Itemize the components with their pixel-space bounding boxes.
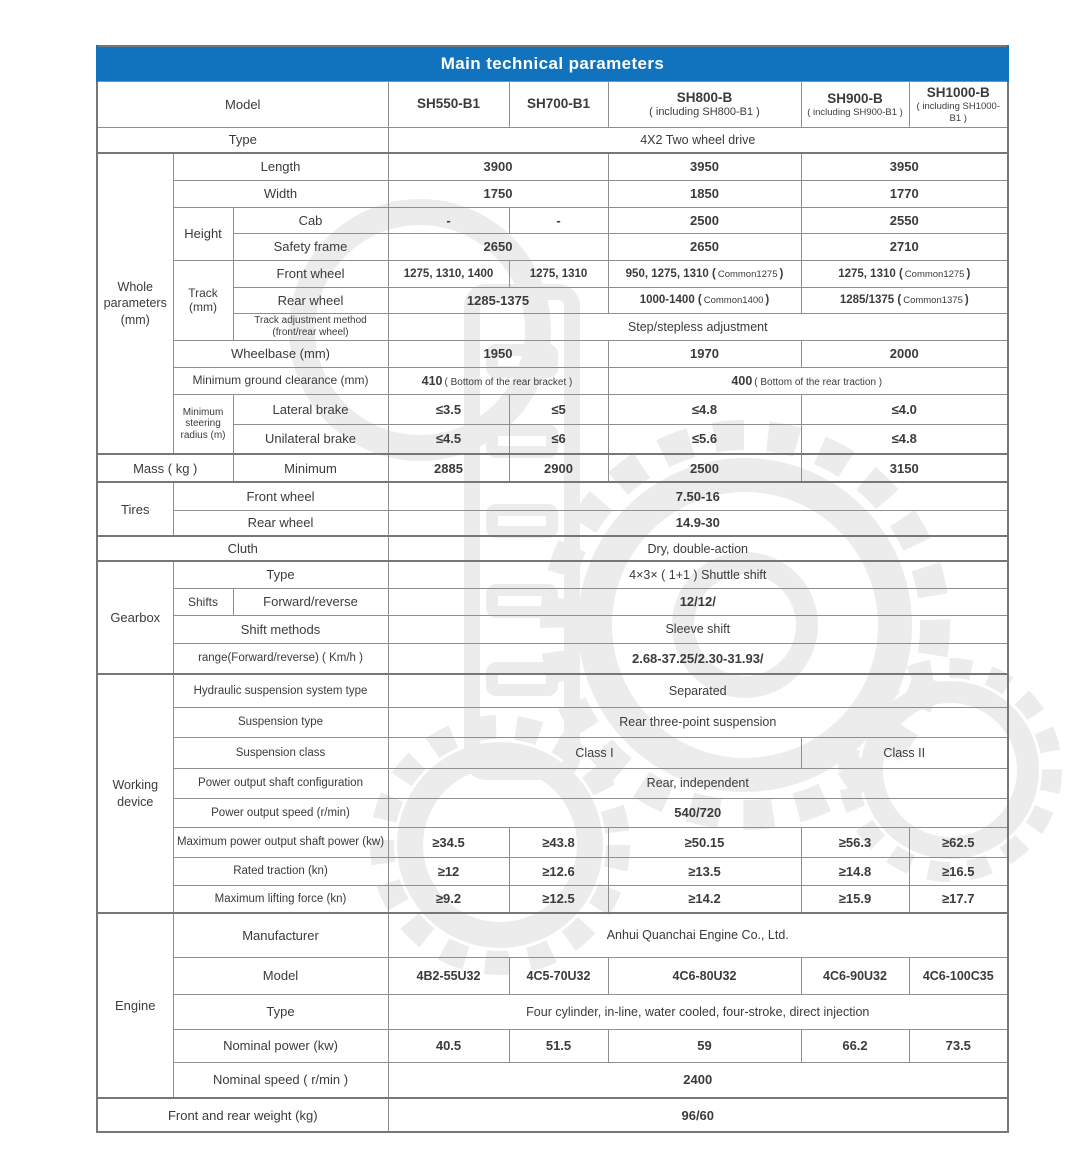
value-cell: 2.68-37.25/2.30-31.93/ [388,643,1008,674]
model-name: SH800-B [676,89,733,105]
value-cell: ≤4.8 [608,394,801,424]
value-cell: 4C6-100C35 [909,957,1008,994]
table-row [97,180,1008,207]
value-cell: 3950 [608,153,801,180]
value-cell: ≥12.6 [509,857,608,885]
value-cell: 3950 [801,153,1008,180]
table-row [97,207,1008,233]
value-cell: ≥34.5 [388,827,509,857]
table-row [97,588,1008,615]
value-note: Common1375 [903,295,963,306]
table-row [97,913,1008,957]
value-cell: ≥14.8 [801,857,909,885]
value-cell: 1850 [608,180,801,207]
table-row [97,827,1008,857]
value-cell: 2000 [801,340,1008,367]
value-cell: 4C5-70U32 [509,957,608,994]
row-label: Width [173,180,388,207]
value-cell: 4X2 Two wheel drive [388,127,1008,153]
value-cell: Four cylinder, in-line, water cooled, four-stroke, direct injection [388,994,1008,1029]
model-col-header [388,81,509,127]
value-cell: ≥62.5 [909,827,1008,857]
value-cell: 1275, 1310 ( Common1275 ) [801,260,1008,287]
value-cell: 2400 [388,1062,1008,1098]
value-cell: Rear three-point suspension [388,707,1008,737]
value-cell: ≥9.2 [388,885,509,913]
value-cell: 66.2 [801,1029,909,1062]
value-cell: Step/stepless adjustment [388,313,1008,340]
value-cell: 12/12/ [388,588,1008,615]
table-row [97,561,1008,588]
value-cell: ≤5 [509,394,608,424]
row-label: Forward/reverse [233,588,388,615]
value-cell: 73.5 [909,1029,1008,1062]
value-cell: Dry, double-action [388,536,1008,561]
value-cell: 4×3× ( 1+1 ) Shuttle shift [388,561,1008,588]
row-label: Shift methods [173,615,388,643]
row-label: Track adjustment method (front/rear wheel) [233,313,388,340]
value-cell: 540/720 [388,798,1008,827]
table-row [97,454,1008,482]
table-row [97,536,1008,561]
row-label: Rear wheel [233,287,388,313]
row-label: Nominal power (kw) [173,1029,388,1062]
row-label: Safety frame [233,233,388,260]
value-cell: 2650 [388,233,608,260]
table-row [97,643,1008,674]
value-cell: 410 ( Bottom of the rear bracket ) [388,367,608,394]
table-row [97,127,1008,153]
row-label: Front wheel [173,482,388,510]
value-cell: 1285-1375 [388,287,608,313]
value-note: Common1400 [703,295,764,306]
section-label: Mass ( kg ) [97,454,233,482]
table-row [97,707,1008,737]
table-row [97,153,1008,180]
value-note: Common1275 [904,268,965,280]
value-cell: 1950 [388,340,608,367]
table-row [97,46,1008,81]
value-cell: 1970 [608,340,801,367]
value-cell: 2900 [509,454,608,482]
value-cell: 2650 [608,233,801,260]
table-row [97,1062,1008,1098]
table-row [97,885,1008,913]
value-cell: 3150 [801,454,1008,482]
row-label: Rear wheel [173,510,388,536]
row-label: Maximum lifting force (kn) [173,885,388,913]
row-label: Track (mm) [173,260,233,340]
value-cell: 59 [608,1029,801,1062]
model-name: SH550-B1 [416,96,481,112]
section-label: Working device [97,674,173,913]
row-label: Type [97,127,388,153]
value-cell: Anhui Quanchai Engine Co., Ltd. [388,913,1008,957]
model-col-header [608,81,801,127]
row-label: Shifts [173,588,233,615]
table-row [97,1098,1008,1132]
table-row [97,394,1008,424]
table-row [97,482,1008,510]
row-label: Minimum [233,454,388,482]
row-label: Manufacturer [173,913,388,957]
value-cell: 2500 [608,454,801,482]
section-label: Cluth [97,536,388,561]
value-cell: - [509,207,608,233]
value-cell: ≤3.5 [388,394,509,424]
row-label: Power output shaft configuration [173,768,388,798]
table-row [97,674,1008,707]
value-cell: 2885 [388,454,509,482]
row-label: Power output speed (r/min) [173,798,388,827]
row-label: Rated traction (kn) [173,857,388,885]
row-label: range(Forward/reverse) ( Km/h ) [173,643,388,674]
table-title: Main technical parameters [97,46,1008,81]
value-cell: 1275, 1310, 1400 [388,260,509,287]
value-cell: ≤4.8 [801,424,1008,454]
row-label: Type [173,994,388,1029]
table-row [97,615,1008,643]
value-cell: 51.5 [509,1029,608,1062]
value-cell: ≥12.5 [509,885,608,913]
row-label: Suspension class [173,737,388,768]
value-note: Common1275 [717,268,778,280]
row-label: Length [173,153,388,180]
value-cell: Separated [388,674,1008,707]
table-row [97,510,1008,536]
value-cell: ≥13.5 [608,857,801,885]
value-cell: ≥14.2 [608,885,801,913]
section-label: Gearbox [97,561,173,674]
value-cell: 1285/1375 ( Common1375 ) [801,287,1008,313]
value-cell: 1750 [388,180,608,207]
value-cell: Rear, independent [388,768,1008,798]
value-cell: 4C6-80U32 [608,957,801,994]
value-cell: ≥50.15 [608,827,801,857]
value-cell: ≥16.5 [909,857,1008,885]
model-col-header [801,81,909,127]
value-cell: 7.50-16 [388,482,1008,510]
model-subtext: ( including SH1000-B1 ) [916,101,1000,124]
model-name: SH1000-B [926,84,990,100]
value-cell: ≤4.5 [388,424,509,454]
table-row [97,768,1008,798]
row-label: Suspension type [173,707,388,737]
value-cell: 4B2-55U32 [388,957,509,994]
value-note: ( Bottom of the rear bracket ) [444,376,573,388]
table-row [97,81,1008,127]
row-label: Hydraulic suspension system type [173,674,388,707]
table-row [97,340,1008,367]
value-cell: 2550 [801,207,1008,233]
value-cell: ≤6 [509,424,608,454]
table-row [97,287,1008,313]
table-row [97,260,1008,287]
row-label: Front wheel [233,260,388,287]
row-label: Height [173,207,233,260]
row-label: Wheelbase (mm) [173,340,388,367]
value-cell: 400 ( Bottom of the rear traction ) [608,367,1008,394]
value-cell: ≤4.0 [801,394,1008,424]
table-row [97,424,1008,454]
value-cell: 1275, 1310 [509,260,608,287]
value-cell: 2500 [608,207,801,233]
value-cell: ≥56.3 [801,827,909,857]
model-subtext: ( including SH800-B1 ) [649,106,760,119]
value-cell: Sleeve shift [388,615,1008,643]
row-label: Cab [233,207,388,233]
value-cell: 40.5 [388,1029,509,1062]
table-row [97,737,1008,768]
model-col-header [909,81,1008,127]
value-cell: 1000-1400 ( Common1400 ) [608,287,801,313]
row-label: Model [97,81,388,127]
row-label: Maximum power output shaft power (kw) [173,827,388,857]
value-cell: ≥17.7 [909,885,1008,913]
value-cell: ≥15.9 [801,885,909,913]
row-label: Lateral brake [233,394,388,424]
value-cell: 14.9-30 [388,510,1008,536]
row-label: Minimum ground clearance (mm) [173,367,388,394]
table-row [97,1029,1008,1062]
table-row [97,798,1008,827]
table-row [97,367,1008,394]
section-label: Front and rear weight (kg) [97,1098,388,1132]
table-row [97,957,1008,994]
model-name: SH900-B [827,90,883,106]
model-col-header [509,81,608,127]
model-name: SH700-B1 [526,96,591,112]
technical-parameters-table [96,45,1009,1133]
table-row [97,313,1008,340]
row-label: Type [173,561,388,588]
section-label: Tires [97,482,173,536]
value-cell: ≥43.8 [509,827,608,857]
value-cell: Class I [388,737,801,768]
value-cell: 4C6-90U32 [801,957,909,994]
section-label: Whole parameters (mm) [97,153,173,454]
value-cell: Class II [801,737,1008,768]
value-cell: 3900 [388,153,608,180]
value-cell: - [388,207,509,233]
row-label: Model [173,957,388,994]
table-row [97,233,1008,260]
row-label: Unilateral brake [233,424,388,454]
value-cell: ≥12 [388,857,509,885]
section-label: Engine [97,913,173,1098]
table-row [97,857,1008,885]
table-row [97,994,1008,1029]
value-cell: 1770 [801,180,1008,207]
value-cell: 96/60 [388,1098,1008,1132]
row-label: Minimum steering radius (m) [173,394,233,454]
value-cell: 2710 [801,233,1008,260]
model-subtext: ( including SH900-B1 ) [807,107,903,119]
value-note: ( Bottom of the rear traction ) [754,376,883,388]
value-cell: ≤5.6 [608,424,801,454]
value-cell: 950, 1275, 1310 ( Common1275 ) [608,260,801,287]
row-label: Nominal speed ( r/min ) [173,1062,388,1098]
